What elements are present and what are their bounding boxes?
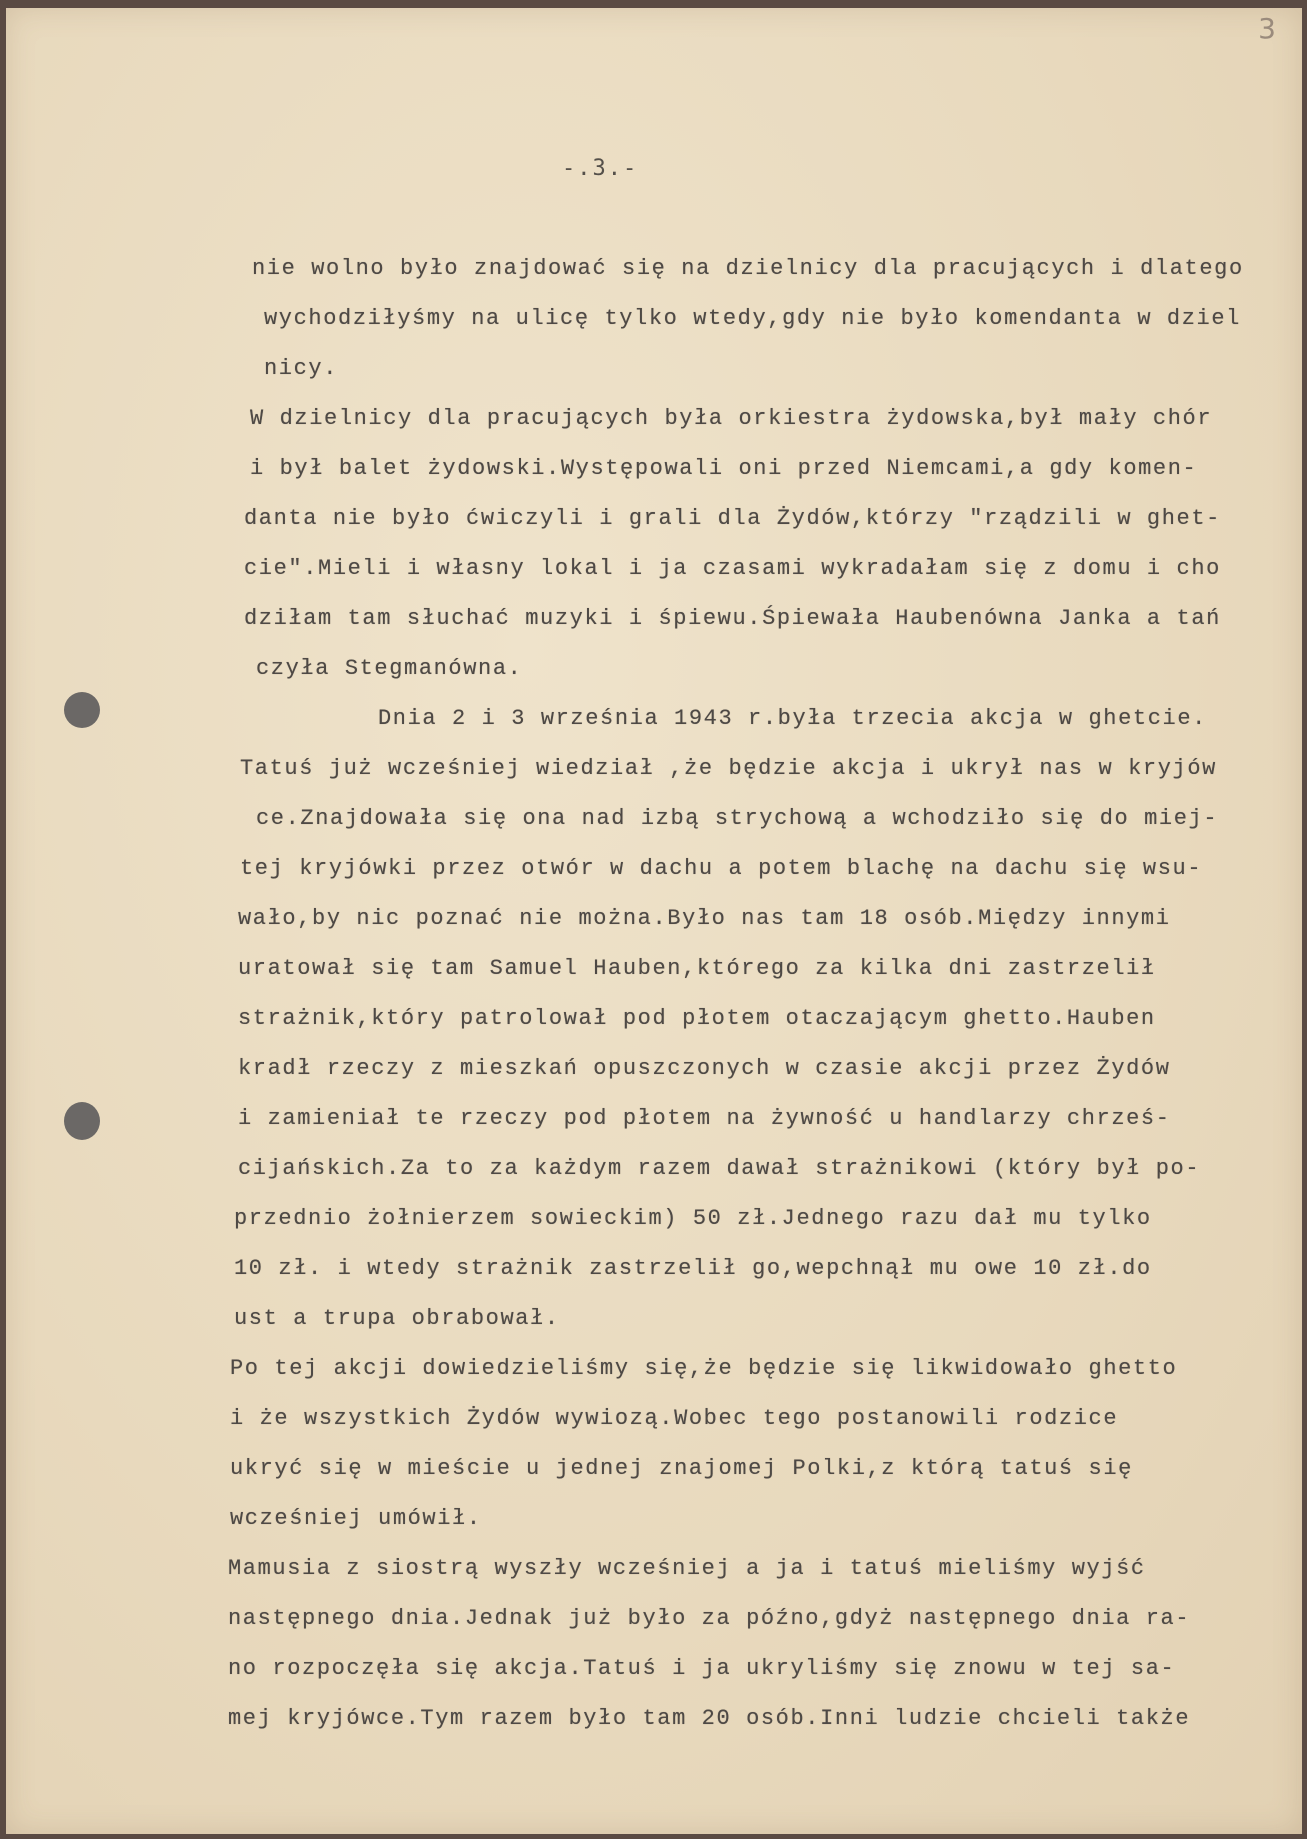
text-line: ust a trupa obrabował.: [234, 1306, 560, 1331]
text-line: Mamusia z siostrą wyszły wcześniej a ja i tatuś mieliśmy wyjść: [228, 1556, 1146, 1581]
text-line: no rozpoczęła się akcja.Tatuś i ja ukryliśmy się znowu w tej sa-: [228, 1656, 1176, 1681]
text-line: nie wolno było znajdować się na dzielnicy dla pracujących i dlatego: [252, 256, 1244, 281]
punch-hole-top: [64, 692, 100, 728]
text-line: tej kryjówki przez otwór w dachu a potem blachę na dachu się wsu-: [240, 856, 1203, 881]
text-line: i że wszystkich Żydów wywiozą.Wobec tego postanowili rodzice: [230, 1406, 1119, 1431]
text-line: 10 zł. i wtedy strażnik zastrzelił go,wepchnął mu owe 10 zł.do: [234, 1256, 1152, 1281]
text-line: czyła Stegmanówna.: [256, 656, 523, 681]
text-line: mej kryjówce.Tym razem było tam 20 osób.Inni ludzie chcieli także: [228, 1706, 1191, 1731]
text-line: Tatuś już wcześniej wiedział ,że będzie akcja i ukrył nas w kryjów: [240, 756, 1217, 781]
text-line: Dnia 2 i 3 września 1943 r.była trzecia akcja w ghetcie.: [378, 706, 1207, 731]
text-line: dziłam tam słuchać muzyki i śpiewu.Śpiewała Haubenówna Janka a tań: [244, 606, 1221, 631]
text-line: cijańskich.Za to za każdym razem dawał strażnikowi (który był po-: [238, 1156, 1201, 1181]
text-line: ce.Znajdowała się ona nad izbą strychową a wchodziło się do miej-: [256, 806, 1219, 831]
text-line: następnego dnia.Jednak już było za późno,gdyż następnego dnia ra-: [228, 1606, 1191, 1631]
text-line: strażnik,który patrolował pod płotem otaczającym ghetto.Hauben: [238, 1006, 1156, 1031]
text-line: wcześniej umówił.: [230, 1506, 482, 1531]
text-line: W dzielnicy dla pracujących była orkiestra żydowska,był mały chór: [250, 406, 1213, 431]
text-line: uratował się tam Samuel Hauben,którego za kilka dni zastrzelił: [238, 956, 1156, 981]
text-line: ukryć się w mieście u jednej znajomej Polki,z którą tatuś się: [230, 1456, 1133, 1481]
text-line: i był balet żydowski.Występowali oni przed Niemcami,a gdy komen-: [250, 456, 1198, 481]
text-line: przednio żołnierzem sowieckim) 50 zł.Jednego razu dał mu tylko: [234, 1206, 1152, 1231]
text-line: kradł rzeczy z mieszkań opuszczonych w czasie akcji przez Żydów: [238, 1056, 1171, 1081]
punch-hole-bottom: [64, 1102, 100, 1140]
corner-page-number: 3: [1258, 12, 1276, 45]
text-line: cie".Mieli i własny lokal i ja czasami wykradałam się z domu i cho: [244, 556, 1221, 581]
text-line: wychodziłyśmy na ulicę tylko wtedy,gdy nie było komendanta w dziel: [264, 306, 1241, 331]
text-line: wało,by nic poznać nie można.Było nas tam 18 osób.Między innymi: [238, 906, 1171, 931]
text-line: i zamieniał te rzeczy pod płotem na żywność u handlarzy chrześ-: [238, 1106, 1171, 1131]
text-line: nicy.: [264, 356, 339, 381]
typewritten-page: [6, 8, 1302, 1834]
page-marker: -.3.-: [562, 156, 639, 181]
text-line: Po tej akcji dowiedzieliśmy się,że będzie się likwidowało ghetto: [230, 1356, 1178, 1381]
text-line: danta nie było ćwiczyli i grali dla Żydów,którzy "rządzili w ghet-: [244, 506, 1221, 531]
